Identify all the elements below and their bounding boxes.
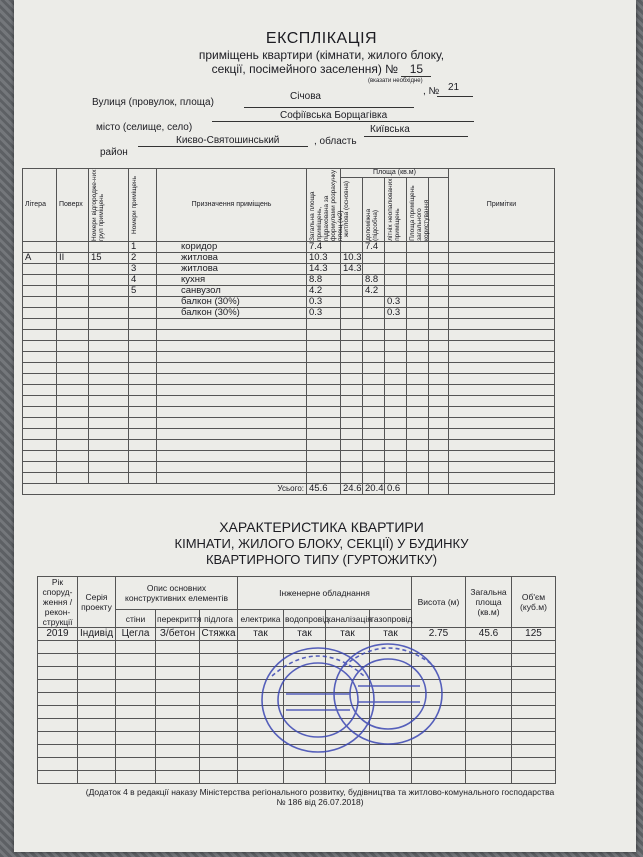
room-cell-purpose: житлова	[157, 253, 307, 264]
room-row	[23, 242, 555, 253]
room-cell-num: 1	[129, 242, 157, 253]
col-header-group-number: Номери відгородже-них груп приміщень	[91, 169, 105, 241]
room-cell-total: 8.8	[307, 275, 341, 286]
room-cell-num: 5	[129, 286, 157, 297]
value-floor: Стяжка	[201, 628, 236, 639]
total-area: 45.6	[307, 484, 341, 495]
totals-label: Усього:	[23, 484, 307, 495]
room-cell-litera	[23, 308, 57, 319]
document-subtitle-2: секції, посімейного заселення) №	[211, 62, 399, 76]
char-header-ceilings: перекриття	[156, 610, 200, 628]
value-sewage: так	[326, 628, 370, 641]
apartment-number: 15	[401, 62, 431, 77]
room-cell-unheated: 0.3	[385, 308, 407, 319]
room-cell-living: 10.3	[341, 253, 363, 264]
room-cell-litera: А	[23, 253, 57, 264]
char-header-total-area: Загальна площа (кв.м)	[466, 577, 512, 628]
room-row	[23, 253, 555, 264]
value-electricity: так	[238, 628, 284, 641]
room-cell-unheated	[385, 264, 407, 275]
room-cell-aux	[363, 264, 385, 275]
blank-row	[23, 473, 555, 484]
house-number-label: , №	[423, 86, 440, 97]
room-cell-group	[89, 297, 129, 308]
col-header-area-group: Площа (кв.м)	[341, 169, 449, 178]
room-cell-aux: 7.4	[363, 242, 385, 253]
col-header-common: Площа приміщень загального користування	[409, 185, 430, 241]
room-cell-common	[407, 264, 429, 275]
room-cell-common	[407, 242, 429, 253]
characteristics-subtitle-1: КІМНАТИ, ЖИЛОГО БЛОКУ, СЕКЦІЇ) У БУДИНКУ	[174, 536, 469, 551]
room-cell-purpose: балкон (30%)	[157, 297, 307, 308]
room-cell-common	[407, 253, 429, 264]
blank-row	[23, 418, 555, 429]
room-cell-floor	[57, 308, 89, 319]
document-title: ЕКСПЛІКАЦІЯ	[265, 30, 378, 47]
room-cell-living	[341, 297, 363, 308]
total-living: 24.6	[341, 484, 363, 495]
room-cell-group	[89, 264, 129, 275]
blank-row	[23, 319, 555, 330]
characteristics-subtitle-2: КВАРТИРНОГО ТИПУ (ГУРТОЖИТКУ)	[205, 552, 438, 567]
registration-stamp	[252, 636, 452, 756]
room-cell-floor	[57, 297, 89, 308]
room-cell-num: 3	[129, 264, 157, 275]
char-header-electricity: електрика	[238, 610, 284, 628]
room-cell-num	[129, 308, 157, 319]
blank-row	[23, 451, 555, 462]
char-header-series: Серія проекту	[78, 577, 116, 628]
room-cell-living	[341, 286, 363, 297]
rooms-table	[22, 168, 555, 495]
blank-row	[23, 429, 555, 440]
document-subtitle-1: приміщень квартири (кімнати, жилого блоку,	[198, 48, 445, 62]
room-cell-aux	[363, 308, 385, 319]
room-cell-floor: II	[57, 253, 89, 264]
room-cell-purpose: балкон (30%)	[157, 308, 307, 319]
blank-row	[23, 330, 555, 341]
blank-row	[23, 385, 555, 396]
room-cell-total: 0.3	[307, 308, 341, 319]
room-cell-unheated: 0.3	[385, 297, 407, 308]
char-header-walls: стіни	[116, 610, 156, 628]
value-ceilings: З/бетон	[156, 628, 200, 641]
room-cell-num: 2	[129, 253, 157, 264]
room-row	[23, 275, 555, 286]
room-row	[23, 286, 555, 297]
room-row	[23, 264, 555, 275]
room-cell-num: 4	[129, 275, 157, 286]
room-cell-litera	[23, 286, 57, 297]
char-header-structure: Опис основних конструктивних елементів	[116, 577, 238, 610]
room-cell-unheated	[385, 286, 407, 297]
blank-row	[23, 440, 555, 451]
total-aux: 20.4	[363, 484, 385, 495]
city-label: місто (селище, село)	[96, 122, 193, 133]
value-gas: так	[370, 628, 412, 641]
col-header-total-area: Загальна площа приміщень, підрахована за формулами розрахунку площ (м2)	[309, 169, 344, 241]
room-cell-total: 7.4	[307, 242, 341, 253]
room-cell-group: 15	[89, 253, 129, 264]
room-cell-living: 14.3	[341, 264, 363, 275]
blank-row	[23, 396, 555, 407]
region-value: Київська	[370, 124, 410, 135]
characteristics-title: ХАРАКТЕРИСТИКА КВАРТИРИ	[219, 519, 424, 535]
col-header-purpose: Призначення приміщень	[157, 169, 307, 242]
room-cell-unheated	[385, 242, 407, 253]
value-volume: 125	[512, 628, 556, 641]
room-cell-purpose: коридор	[157, 242, 307, 253]
blank-row	[23, 341, 555, 352]
room-cell-num	[129, 297, 157, 308]
col-header-room-number: Номери приміщень	[131, 176, 138, 234]
room-cell-total: 10.3	[307, 253, 341, 264]
room-cell-litera	[23, 264, 57, 275]
value-walls: Цегла	[116, 628, 156, 641]
room-cell-floor	[57, 275, 89, 286]
value-total-area: 45.6	[466, 628, 512, 641]
col-header-litera: Літера	[23, 169, 57, 242]
blank-row	[23, 407, 555, 418]
char-header-volume: Об'єм (куб.м)	[512, 577, 556, 628]
district-value: Києво-Святошинський	[176, 135, 280, 146]
room-cell-total: 4.2	[307, 286, 341, 297]
blank-row	[23, 352, 555, 363]
room-cell-purpose: житлова	[157, 264, 307, 275]
room-cell-common	[407, 275, 429, 286]
room-cell-group	[89, 275, 129, 286]
street-label: Вулиця (провулок, площа)	[92, 97, 214, 108]
value-water: так	[284, 628, 326, 641]
char-header-engineering: Інженерне обладнання	[238, 577, 412, 610]
col-header-notes: Примітки	[449, 169, 555, 242]
room-cell-aux	[363, 297, 385, 308]
room-cell-group	[89, 308, 129, 319]
char-header-gas: газопровід	[370, 610, 412, 628]
room-cell-litera	[23, 297, 57, 308]
room-cell-living	[341, 275, 363, 286]
footer-note-1: (Додаток 4 в редакції наказу Міністерства регіонального розвитку, будівництва та житлово-комунального господарства	[85, 787, 555, 797]
col-header-unheated: літніх неопалюваних приміщень	[387, 178, 401, 241]
room-cell-purpose: санвузол	[157, 286, 307, 297]
value-height: 2.75	[412, 628, 466, 641]
room-cell-unheated	[385, 253, 407, 264]
char-header-height: Висота (м)	[412, 577, 466, 628]
room-row	[23, 297, 555, 308]
value-series: Індивід	[78, 628, 116, 641]
room-cell-unheated	[385, 275, 407, 286]
street-value: Січова	[290, 91, 321, 102]
room-cell-common	[407, 297, 429, 308]
blank-row	[23, 374, 555, 385]
room-cell-floor	[57, 264, 89, 275]
room-cell-floor	[57, 286, 89, 297]
room-cell-aux: 4.2	[363, 286, 385, 297]
char-header-year: Рік споруд-ження / рекон-струкції	[38, 577, 78, 628]
city-value: Софіївська Борщагівка	[280, 110, 388, 121]
room-cell-aux: 8.8	[363, 275, 385, 286]
room-cell-litera	[23, 275, 57, 286]
room-cell-total: 0.3	[307, 297, 341, 308]
region-label: , область	[314, 136, 357, 147]
char-header-floor: підлога	[200, 610, 238, 628]
col-header-auxiliary: допоміжна (підсобна)	[365, 208, 379, 241]
note-if-needed: (вказати необхідне)	[368, 78, 423, 84]
room-cell-common	[407, 308, 429, 319]
room-cell-common	[407, 286, 429, 297]
totals-row	[23, 484, 555, 495]
col-header-living: житлова (основна)	[343, 181, 350, 238]
total-unheated: 0.6	[385, 484, 407, 495]
room-cell-group	[89, 286, 129, 297]
value-year: 2019	[38, 628, 78, 641]
room-cell-total: 14.3	[307, 264, 341, 275]
house-number-value: 21	[448, 82, 460, 93]
room-row	[23, 308, 555, 319]
room-cell-living	[341, 242, 363, 253]
room-cell-litera	[23, 242, 57, 253]
footer-note-2: № 186 від 26.07.2018)	[276, 797, 364, 807]
room-cell-floor	[57, 242, 89, 253]
col-header-floor: Поверх	[57, 169, 89, 242]
blank-row	[23, 363, 555, 374]
room-cell-living	[341, 308, 363, 319]
char-header-water: водопровід	[284, 610, 326, 628]
district-label: район	[100, 147, 128, 158]
blank-row	[23, 462, 555, 473]
room-cell-group	[89, 242, 129, 253]
room-cell-purpose: кухня	[157, 275, 307, 286]
room-cell-aux	[363, 253, 385, 264]
char-header-sewage: каналізація	[326, 610, 370, 628]
